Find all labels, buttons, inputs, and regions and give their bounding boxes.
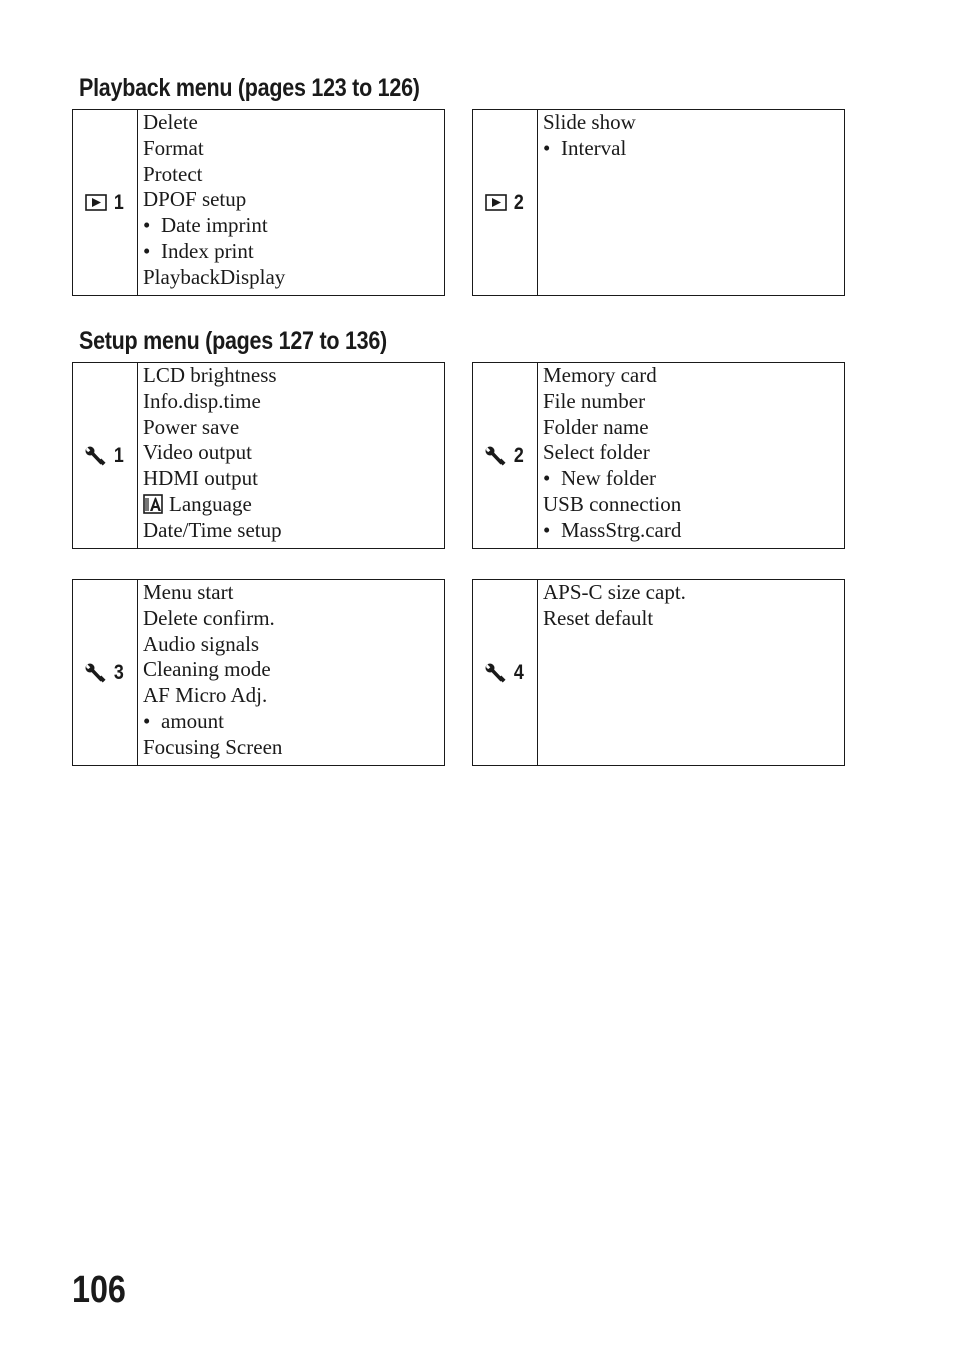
menu-item-list (143, 580, 440, 761)
menu-item-list (543, 110, 840, 162)
menu-tab-setup-4 (473, 580, 538, 765)
menu-item: DPOF setup (143, 187, 247, 212)
setup-menu-page-2 (472, 362, 845, 549)
wrench-icon (85, 663, 107, 683)
language-icon (143, 494, 163, 514)
menu-item-list (143, 110, 440, 291)
menu-item: PlaybackDisplay (143, 264, 286, 289)
menu-item: Folder name (543, 414, 649, 439)
playback-menu-page-2 (472, 109, 845, 296)
menu-item: USB connection (543, 491, 682, 516)
setup-menu-page-4 (472, 579, 845, 766)
menu-tab-number: 2 (514, 190, 524, 214)
menu-item: AF Micro Adj. (143, 683, 268, 708)
menu-subitem: • Interval (543, 136, 840, 162)
wrench-icon (85, 446, 107, 466)
page-number: 106 (72, 1269, 126, 1311)
menu-tab-playback-1 (73, 110, 138, 295)
menu-item: Date/Time setup (143, 517, 282, 542)
menu-item: Power save (143, 414, 240, 439)
menu-item: Cleaning mode (143, 657, 271, 682)
menu-tab-number: 1 (114, 443, 124, 467)
menu-item: Focusing Screen (143, 734, 283, 759)
menu-item: Format (143, 135, 204, 160)
menu-item: Memory card (543, 363, 657, 387)
playback-icon (85, 194, 107, 211)
menu-tab-number: 2 (514, 443, 524, 467)
menu-item: Reset default (543, 605, 654, 630)
wrench-icon (485, 446, 507, 466)
playback-menu-title: Playback menu (pages 123 to 126) (79, 74, 420, 102)
menu-tab-setup-2 (473, 363, 538, 548)
menu-subitem: • Date imprint (143, 213, 440, 239)
menu-item: Slide show (543, 110, 636, 134)
menu-item: Audio signals (143, 631, 260, 656)
menu-item-language (143, 492, 440, 518)
menu-subitem: • Index print (143, 239, 440, 265)
menu-tab-number: 1 (114, 190, 124, 214)
menu-subitem: • amount (143, 709, 440, 735)
menu-item-list (143, 363, 440, 544)
menu-item: Select folder (543, 440, 650, 465)
menu-item: Delete (143, 110, 198, 134)
menu-tab-setup-3 (73, 580, 138, 765)
menu-tab-playback-2 (473, 110, 538, 295)
menu-item: Protect (143, 161, 203, 186)
playback-menu-page-1 (72, 109, 445, 296)
menu-item: LCD brightness (143, 363, 277, 387)
menu-item-label: Language (169, 491, 252, 516)
playback-icon (485, 194, 507, 211)
menu-item-list (543, 580, 840, 632)
menu-subitem: • New folder (543, 466, 840, 492)
menu-tab-number: 3 (114, 660, 124, 684)
menu-subitem: • MassStrg.card (543, 518, 840, 544)
menu-item-list (543, 363, 840, 544)
menu-item: Info.disp.time (143, 388, 261, 413)
menu-item: HDMI output (143, 466, 258, 491)
setup-menu-page-1 (72, 362, 445, 549)
setup-menu-title: Setup menu (pages 127 to 136) (79, 327, 387, 355)
menu-item: Video output (143, 440, 252, 465)
menu-item: File number (543, 388, 646, 413)
menu-item: APS-C size capt. (543, 580, 686, 604)
menu-tab-number: 4 (514, 660, 524, 684)
wrench-icon (485, 663, 507, 683)
menu-item: Delete confirm. (143, 605, 275, 630)
menu-item: Menu start (143, 580, 234, 604)
setup-menu-page-3 (72, 579, 445, 766)
menu-tab-setup-1 (73, 363, 138, 548)
